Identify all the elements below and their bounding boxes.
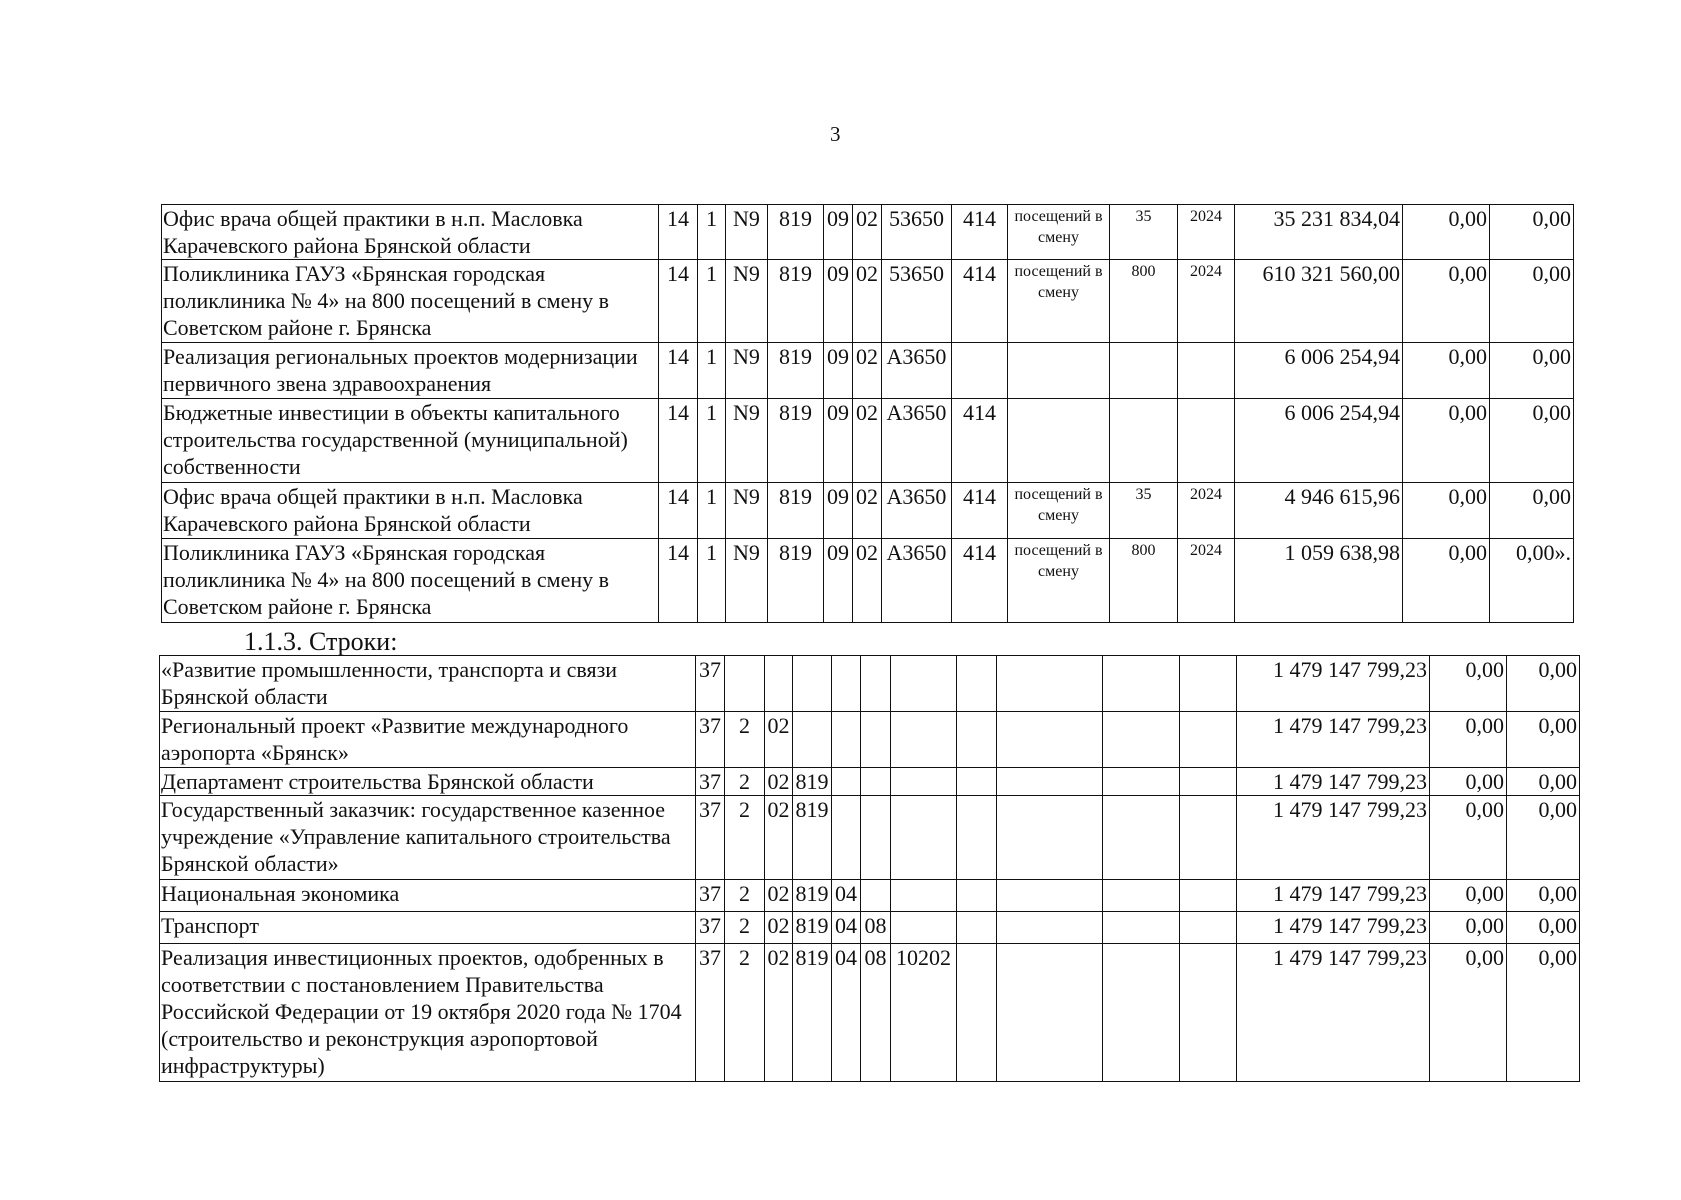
empty-cell xyxy=(1103,796,1180,880)
code-cell: 819 xyxy=(768,343,824,399)
code-cell xyxy=(891,656,957,712)
code-cell: 02 xyxy=(765,880,793,912)
code-cell: 02 xyxy=(765,768,793,796)
empty-cell xyxy=(957,768,997,796)
code-cell: 1 xyxy=(698,260,726,343)
empty-cell xyxy=(997,880,1103,912)
code-cell: 08 xyxy=(861,912,891,944)
code-cell: 2 xyxy=(725,944,765,1082)
table-row xyxy=(162,399,1574,483)
capacity-cell: 800 xyxy=(1110,539,1178,623)
code-cell: 414 xyxy=(952,399,1008,483)
code-cell: 02 xyxy=(853,260,882,343)
section-heading: 1.1.3. Строки: xyxy=(244,627,398,656)
code-cell: 819 xyxy=(768,399,824,483)
value-cell: 0,00 xyxy=(1430,944,1507,1082)
empty-cell xyxy=(1180,912,1237,944)
code-cell: 1 xyxy=(698,483,726,539)
code-cell: 37 xyxy=(696,912,725,944)
capacity-cell xyxy=(1110,399,1178,483)
code-cell xyxy=(765,656,793,712)
amount-cell: 4 946 615,96 xyxy=(1235,483,1403,539)
row-name: Национальная экономика xyxy=(160,880,696,912)
value-cell: 0,00 xyxy=(1430,712,1507,768)
value-cell: 0,00 xyxy=(1490,483,1574,539)
code-cell: 53650 xyxy=(882,260,952,343)
unit-cell: посещений в смену xyxy=(1008,483,1110,539)
table-row xyxy=(160,656,1580,712)
value-cell: 0,00 xyxy=(1507,944,1580,1082)
table-row xyxy=(160,768,1580,796)
table-row xyxy=(162,205,1574,260)
table-row xyxy=(162,260,1574,343)
amount-cell: 6 006 254,94 xyxy=(1235,399,1403,483)
code-cell: 14 xyxy=(659,205,698,260)
code-cell: 1 xyxy=(698,205,726,260)
capacity-cell xyxy=(1110,343,1178,399)
value-cell: 0,00». xyxy=(1490,539,1574,623)
code-cell xyxy=(793,712,832,768)
value-cell: 0,00 xyxy=(1507,768,1580,796)
code-cell: 02 xyxy=(765,912,793,944)
table-row xyxy=(162,539,1574,623)
code-cell xyxy=(861,880,891,912)
value-cell: 0,00 xyxy=(1507,712,1580,768)
amount-cell: 35 231 834,04 xyxy=(1235,205,1403,260)
row-name: «Развитие промышленности, транспорта и связи Брянской области xyxy=(160,656,696,712)
unit-cell xyxy=(1008,399,1110,483)
code-cell: 04 xyxy=(832,880,861,912)
code-cell: 04 xyxy=(832,912,861,944)
code-cell: 819 xyxy=(793,796,832,880)
code-cell: 09 xyxy=(824,539,853,623)
amount-cell: 1 479 147 799,23 xyxy=(1237,912,1430,944)
year-cell: 2024 xyxy=(1178,260,1235,343)
code-cell: 37 xyxy=(696,712,725,768)
year-cell: 2024 xyxy=(1178,539,1235,623)
empty-cell xyxy=(1103,712,1180,768)
value-cell: 0,00 xyxy=(1507,796,1580,880)
value-cell: 0,00 xyxy=(1490,260,1574,343)
amount-cell: 1 479 147 799,23 xyxy=(1237,656,1430,712)
table-row xyxy=(162,343,1574,399)
code-cell: 819 xyxy=(768,539,824,623)
code-cell: А3650 xyxy=(882,539,952,623)
value-cell: 0,00 xyxy=(1507,656,1580,712)
value-cell: 0,00 xyxy=(1490,343,1574,399)
code-cell: 819 xyxy=(793,944,832,1082)
empty-cell xyxy=(957,912,997,944)
code-cell: 819 xyxy=(768,205,824,260)
row-name: Государственный заказчик: государственное казенное учреждение «Управление капитального строительства Брянской области» xyxy=(160,796,696,880)
code-cell xyxy=(952,343,1008,399)
code-cell: N9 xyxy=(726,539,768,623)
empty-cell xyxy=(1103,656,1180,712)
row-name: Офис врача общей практики в н.п. Масловка Карачевского района Брянской области xyxy=(162,483,659,539)
code-cell: 02 xyxy=(765,796,793,880)
code-cell: 819 xyxy=(793,880,832,912)
code-cell: 414 xyxy=(952,483,1008,539)
code-cell: N9 xyxy=(726,399,768,483)
table-row xyxy=(160,944,1580,1082)
amount-cell: 1 479 147 799,23 xyxy=(1237,944,1430,1082)
code-cell: 10202 xyxy=(891,944,957,1082)
code-cell: 414 xyxy=(952,205,1008,260)
empty-cell xyxy=(1180,796,1237,880)
empty-cell xyxy=(997,944,1103,1082)
value-cell: 0,00 xyxy=(1430,768,1507,796)
code-cell: 02 xyxy=(853,399,882,483)
code-cell: 02 xyxy=(853,205,882,260)
code-cell: 1 xyxy=(698,343,726,399)
empty-cell xyxy=(1103,768,1180,796)
code-cell: 2 xyxy=(725,768,765,796)
budget-table-transport xyxy=(159,655,1580,1082)
unit-cell: посещений в смену xyxy=(1008,539,1110,623)
value-cell: 0,00 xyxy=(1430,880,1507,912)
empty-cell xyxy=(1180,880,1237,912)
code-cell xyxy=(861,712,891,768)
code-cell xyxy=(861,796,891,880)
code-cell: 414 xyxy=(952,539,1008,623)
row-name: Транспорт xyxy=(160,912,696,944)
code-cell: 09 xyxy=(824,399,853,483)
year-cell xyxy=(1178,343,1235,399)
code-cell: 02 xyxy=(765,944,793,1082)
code-cell: N9 xyxy=(726,343,768,399)
value-cell: 0,00 xyxy=(1403,205,1490,260)
empty-cell xyxy=(997,656,1103,712)
code-cell: 14 xyxy=(659,343,698,399)
amount-cell: 1 479 147 799,23 xyxy=(1237,880,1430,912)
empty-cell xyxy=(1180,712,1237,768)
code-cell: 02 xyxy=(765,712,793,768)
capacity-cell: 35 xyxy=(1110,483,1178,539)
code-cell: 1 xyxy=(698,539,726,623)
unit-cell xyxy=(1008,343,1110,399)
value-cell: 0,00 xyxy=(1403,260,1490,343)
table-row xyxy=(162,483,1574,539)
code-cell: 37 xyxy=(696,880,725,912)
table-row xyxy=(160,912,1580,944)
value-cell: 0,00 xyxy=(1403,483,1490,539)
table-row xyxy=(160,880,1580,912)
code-cell: N9 xyxy=(726,260,768,343)
code-cell: 14 xyxy=(659,399,698,483)
table-row xyxy=(160,796,1580,880)
value-cell: 0,00 xyxy=(1430,656,1507,712)
row-name: Региональный проект «Развитие международного аэропорта «Брянск» xyxy=(160,712,696,768)
page-number: 3 xyxy=(830,122,841,146)
value-cell: 0,00 xyxy=(1507,912,1580,944)
budget-table-healthcare xyxy=(161,204,1574,623)
code-cell xyxy=(832,656,861,712)
empty-cell xyxy=(1103,880,1180,912)
code-cell: 2 xyxy=(725,880,765,912)
empty-cell xyxy=(1180,944,1237,1082)
row-name: Бюджетные инвестиции в объекты капитального строительства государственной (муниципальной) собственности xyxy=(162,399,659,483)
code-cell: А3650 xyxy=(882,399,952,483)
empty-cell xyxy=(1180,768,1237,796)
code-cell: А3650 xyxy=(882,343,952,399)
empty-cell xyxy=(997,712,1103,768)
year-cell: 2024 xyxy=(1178,483,1235,539)
code-cell: 2 xyxy=(725,796,765,880)
row-name: Поликлиника ГАУЗ «Брянская городская поликлиника № 4» на 800 посещений в смену в Советском районе г. Брянска xyxy=(162,260,659,343)
capacity-cell: 35 xyxy=(1110,205,1178,260)
value-cell: 0,00 xyxy=(1490,205,1574,260)
value-cell: 0,00 xyxy=(1430,912,1507,944)
row-name: Поликлиника ГАУЗ «Брянская городская поликлиника № 4» на 800 посещений в смену в Советском районе г. Брянска xyxy=(162,539,659,623)
amount-cell: 6 006 254,94 xyxy=(1235,343,1403,399)
code-cell: 37 xyxy=(696,796,725,880)
empty-cell xyxy=(997,796,1103,880)
code-cell: 53650 xyxy=(882,205,952,260)
empty-cell xyxy=(957,656,997,712)
value-cell: 0,00 xyxy=(1403,399,1490,483)
unit-cell: посещений в смену xyxy=(1008,260,1110,343)
code-cell xyxy=(832,712,861,768)
empty-cell xyxy=(1103,944,1180,1082)
code-cell: 09 xyxy=(824,205,853,260)
code-cell: 04 xyxy=(832,944,861,1082)
year-cell xyxy=(1178,399,1235,483)
code-cell xyxy=(832,768,861,796)
code-cell xyxy=(861,656,891,712)
code-cell: 14 xyxy=(659,539,698,623)
code-cell: 02 xyxy=(853,483,882,539)
code-cell: 09 xyxy=(824,483,853,539)
capacity-cell: 800 xyxy=(1110,260,1178,343)
code-cell: 37 xyxy=(696,656,725,712)
amount-cell: 610 321 560,00 xyxy=(1235,260,1403,343)
empty-cell xyxy=(1103,912,1180,944)
code-cell: 414 xyxy=(952,260,1008,343)
empty-cell xyxy=(997,912,1103,944)
code-cell xyxy=(725,656,765,712)
row-name: Реализация инвестиционных проектов, одобренных в соответствии с постановлением Правительства Российской Федерации от 19 октября 2020 года № 1704 (строительство и реконструкция аэропортовой инфраструктуры) xyxy=(160,944,696,1082)
code-cell: 14 xyxy=(659,260,698,343)
code-cell xyxy=(891,712,957,768)
code-cell xyxy=(891,912,957,944)
row-name: Реализация региональных проектов модернизации первичного звена здравоохранения xyxy=(162,343,659,399)
value-cell: 0,00 xyxy=(1403,343,1490,399)
empty-cell xyxy=(957,796,997,880)
amount-cell: 1 479 147 799,23 xyxy=(1237,796,1430,880)
code-cell: 14 xyxy=(659,483,698,539)
unit-cell: посещений в смену xyxy=(1008,205,1110,260)
code-cell: 37 xyxy=(696,944,725,1082)
code-cell: N9 xyxy=(726,205,768,260)
value-cell: 0,00 xyxy=(1430,796,1507,880)
value-cell: 0,00 xyxy=(1490,399,1574,483)
row-name: Департамент строительства Брянской области xyxy=(160,768,696,796)
code-cell: 819 xyxy=(793,912,832,944)
value-cell: 0,00 xyxy=(1403,539,1490,623)
amount-cell: 1 479 147 799,23 xyxy=(1237,712,1430,768)
amount-cell: 1 479 147 799,23 xyxy=(1237,768,1430,796)
code-cell xyxy=(793,656,832,712)
amount-cell: 1 059 638,98 xyxy=(1235,539,1403,623)
empty-cell xyxy=(957,880,997,912)
code-cell: 2 xyxy=(725,912,765,944)
code-cell: N9 xyxy=(726,483,768,539)
code-cell xyxy=(891,796,957,880)
code-cell: 09 xyxy=(824,343,853,399)
code-cell xyxy=(861,768,891,796)
empty-cell xyxy=(957,944,997,1082)
code-cell: 2 xyxy=(725,712,765,768)
code-cell xyxy=(891,768,957,796)
empty-cell xyxy=(957,712,997,768)
code-cell: 819 xyxy=(768,260,824,343)
code-cell: 08 xyxy=(861,944,891,1082)
row-name: Офис врача общей практики в н.п. Масловка Карачевского района Брянской области xyxy=(162,205,659,260)
empty-cell xyxy=(1180,656,1237,712)
code-cell: 819 xyxy=(768,483,824,539)
code-cell xyxy=(891,880,957,912)
value-cell: 0,00 xyxy=(1507,880,1580,912)
year-cell: 2024 xyxy=(1178,205,1235,260)
table-row xyxy=(160,712,1580,768)
code-cell xyxy=(832,796,861,880)
empty-cell xyxy=(997,768,1103,796)
code-cell: 02 xyxy=(853,539,882,623)
code-cell: 37 xyxy=(696,768,725,796)
code-cell: 819 xyxy=(793,768,832,796)
code-cell: 09 xyxy=(824,260,853,343)
code-cell: А3650 xyxy=(882,483,952,539)
code-cell: 1 xyxy=(698,399,726,483)
code-cell: 02 xyxy=(853,343,882,399)
